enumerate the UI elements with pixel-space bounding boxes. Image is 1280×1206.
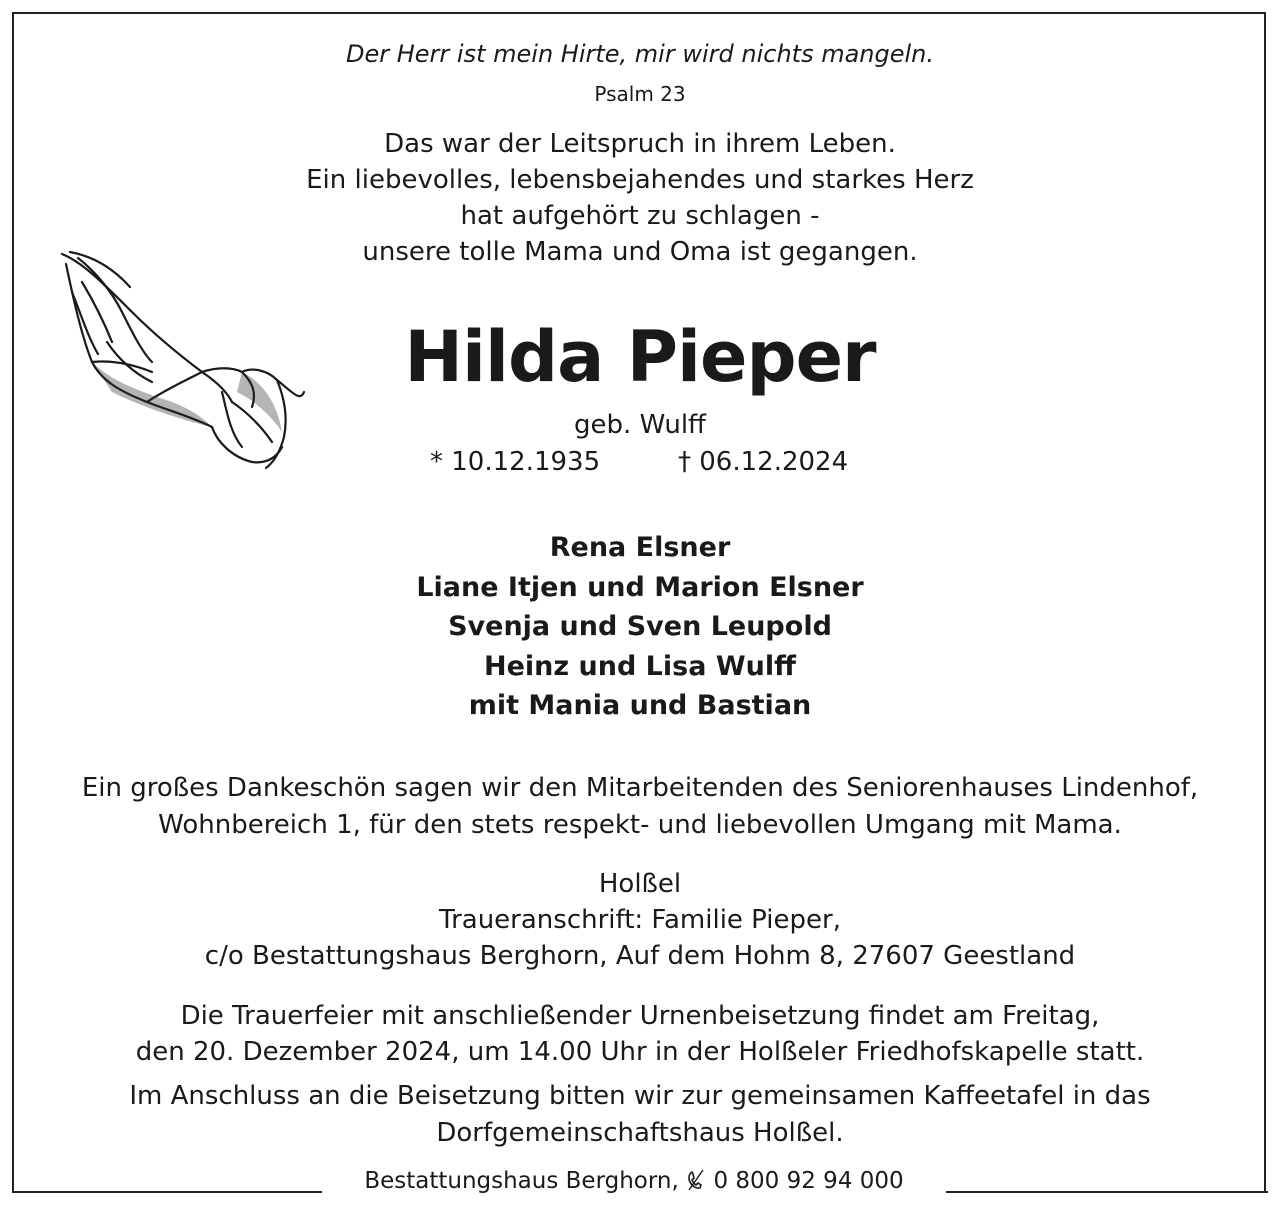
maiden-name: geb. Wulff	[574, 410, 706, 440]
ceremony-line: Die Trauerfeier mit anschließender Urnenbeisetzung findet am Freitag,	[180, 1001, 1100, 1031]
address-line: Traueranschrift: Familie Pieper,	[439, 905, 841, 935]
intro-line: Das war der Leitspruch in ihrem Leben.	[384, 129, 896, 159]
funeral-home-name: Bestattungshaus Berghorn,	[364, 1168, 679, 1194]
footer-rule-left	[12, 1191, 322, 1193]
coffee-invitation	[0, 1078, 1280, 1152]
funeral-home-footer	[322, 1168, 946, 1194]
motto: Der Herr ist mein Hirte, mir wird nichts mangeln.	[346, 40, 934, 68]
coffee-line: Dorfgemeinschaftshaus Holßel.	[436, 1118, 844, 1148]
mourner: mit Mania und Bastian	[468, 690, 812, 721]
intro-line: Ein liebevolles, lebensbejahendes und starkes Herz	[306, 165, 974, 195]
mourners-list	[0, 528, 1280, 726]
mourner: Liane Itjen und Marion Elsner	[416, 571, 864, 603]
footer-rule-right	[946, 1191, 1268, 1193]
mourner: Rena Elsner	[549, 532, 731, 563]
mourning-address	[0, 866, 1280, 974]
ceremony-line: den 20. Dezember 2024, um 14.00 Uhr in der Holßeler Friedhofskapelle statt.	[135, 1037, 1145, 1067]
thanks-line: Wohnbereich 1, für den stets respekt- und liebevollen Umgang mit Mama.	[158, 810, 1122, 840]
mourner: Heinz und Lisa Wulff	[484, 650, 796, 682]
intro-line: hat aufgehört zu schlagen -	[460, 201, 820, 231]
phone-icon	[686, 1169, 706, 1191]
birth-date: * 10.12.1935	[430, 447, 601, 477]
ceremony-info	[0, 998, 1280, 1070]
thanks-line: Ein großes Dankeschön sagen wir den Mitarbeitenden des Seniorenhauses Lindenhof,	[81, 773, 1199, 803]
funeral-home-phone[interactable]: 0 800 92 94 000	[713, 1168, 904, 1194]
mourner: Svenja und Sven Leupold	[448, 611, 832, 642]
psalm-reference: Psalm 23	[594, 82, 686, 106]
coffee-line: Im Anschluss an die Beisetzung bitten wir zur gemeinsamen Kaffeetafel in das	[129, 1081, 1151, 1111]
intro-line: unsere tolle Mama und Oma ist gegangen.	[362, 237, 918, 267]
deceased-name: Hilda Pieper	[404, 316, 876, 398]
thanks-text	[0, 770, 1280, 844]
death-date: † 06.12.2024	[678, 447, 849, 477]
address-line: Holßel	[598, 869, 682, 899]
address-line: c/o Bestattungshaus Berghorn, Auf dem Hohm 8, 27607 Geestland	[204, 941, 1076, 971]
